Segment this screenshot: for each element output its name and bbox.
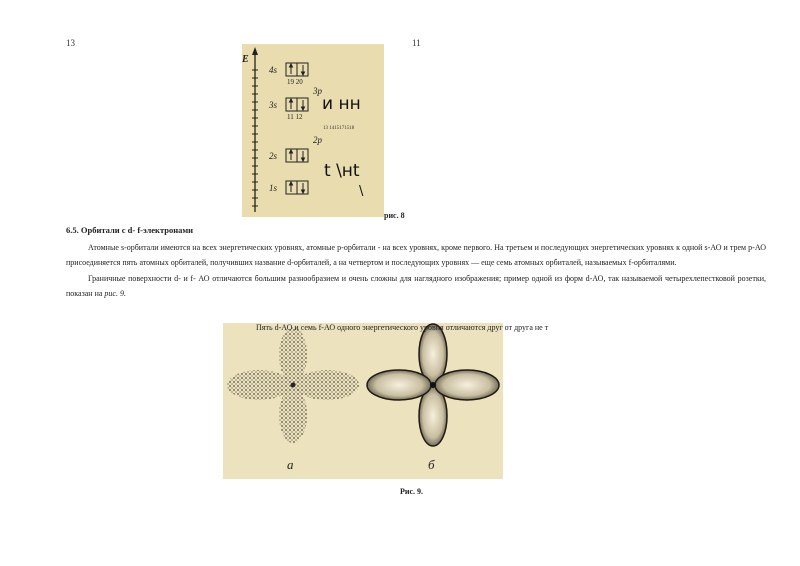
overlapping-text-line: Пять d-АО и семь f-АО одного энергетического уровня отличаются друг от друга не т xyxy=(256,323,549,332)
level-label-3s: 3s xyxy=(269,100,278,110)
figure-8-energy-diagram xyxy=(242,44,384,217)
figure-9-label-b: б xyxy=(428,457,435,472)
overlay-electron-numbers: 13 1415171518 xyxy=(323,126,355,131)
overlay-text-top: и нн xyxy=(322,94,361,114)
level-electrons-3s: 11 12 xyxy=(287,113,303,121)
d-orbital-rosettes xyxy=(223,323,503,479)
level-label-1s: 1s xyxy=(269,183,278,193)
figure-9-d-orbital-image xyxy=(223,323,503,479)
level-label-4s: 4s xyxy=(269,65,278,75)
sublevel-label-3p: 3p xyxy=(313,86,322,96)
overlay-tick: \ xyxy=(359,184,364,199)
figure-9-caption: Рис. 9. xyxy=(400,487,424,496)
paragraph-2-text: Граничные поверхности d- и f- АО отличаются большим разнообразием и очень сложны для наглядного изображения; пример одной из форм d-АО, так называемой четырехлепестковой розетки, показан на xyxy=(66,274,766,298)
figure-9-label-a: а xyxy=(287,457,294,472)
page-number-right: 11 xyxy=(412,38,421,48)
energy-axis-label: E xyxy=(242,54,249,65)
overlay-text-bottom: t \нt xyxy=(324,161,360,181)
section-body xyxy=(66,240,766,301)
level-electrons-4s: 19 20 xyxy=(287,78,303,86)
sublevel-label-2p: 2p xyxy=(313,135,322,145)
paragraph-2-figure-ref: рис. 9. xyxy=(104,289,126,298)
section-heading: 6.5. Орбитали с d- f-электронами xyxy=(66,225,194,235)
rosette-a xyxy=(227,327,359,443)
paragraph-1: Атомные s-орбитали имеются на всех энергетических уровнях, атомные р-орбитали - на всех уровнях, кроме первого. На третьем и последующих энергетических уровнях к одной s-АО и трем р-АО присоединяется пять атомных орбиталей, получивших название d-орбиталей, а на четвертом и последующих уровнях — еще семь атомных орбиталей, называемых f-орбиталями. xyxy=(66,243,766,267)
level-label-2s: 2s xyxy=(269,151,278,161)
rosette-b xyxy=(367,324,499,446)
figure-8-caption: рис. 8 xyxy=(384,211,405,220)
paragraph-2 xyxy=(66,271,766,301)
page-number-left: 13 xyxy=(66,38,75,48)
